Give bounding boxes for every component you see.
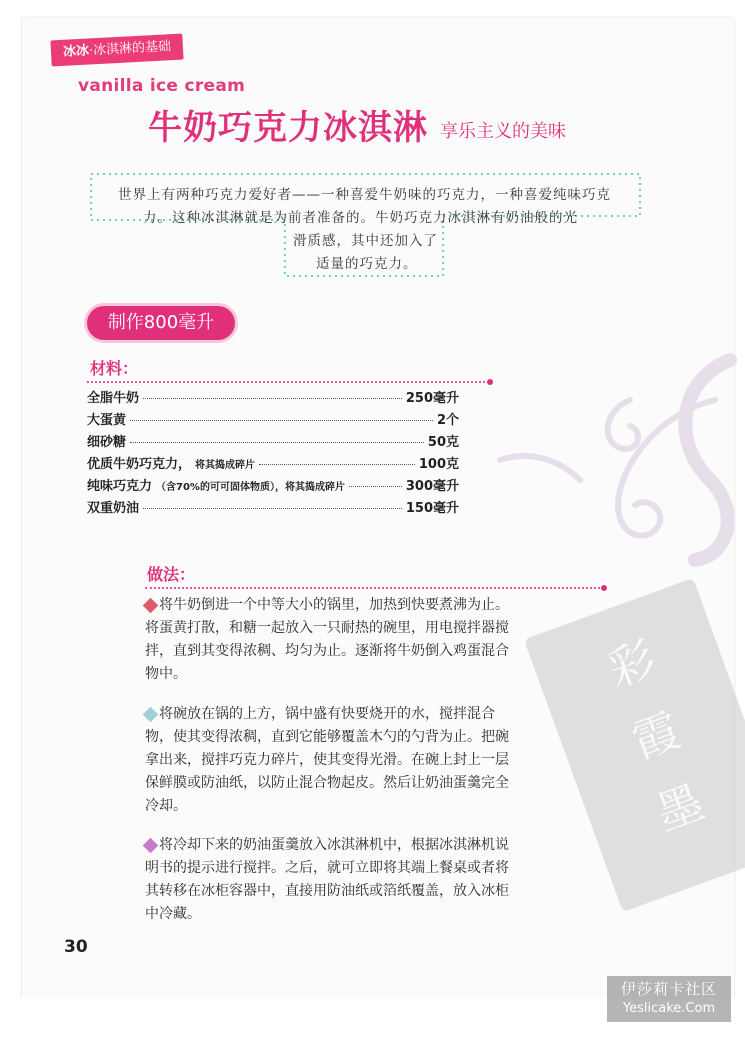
ingredient-qty: 150毫升 — [405, 501, 459, 516]
step-2-icon — [143, 706, 159, 722]
ingredient-row — [87, 409, 459, 429]
dot-leader — [143, 398, 402, 399]
dot-leader — [349, 486, 402, 487]
ingredient-row — [87, 453, 459, 473]
page-number: 30 — [64, 937, 88, 957]
dot-leader — [130, 442, 424, 443]
ingredients-rule — [87, 381, 485, 383]
ingredients-heading: 材料： — [90, 359, 139, 378]
ingredient-note: 将其捣成碎片 — [195, 460, 256, 471]
method-step-1 — [145, 594, 565, 686]
yield-label: 制作800毫升 — [87, 306, 235, 340]
site-name-en: Yeslicake.Com — [622, 1001, 716, 1016]
watermark-glyph: 墨 — [649, 774, 711, 842]
step-text: 保鲜膜或防油纸，以防止混合物起皮。然后让奶油蛋羹完全 — [145, 775, 509, 791]
intro-box — [88, 168, 648, 280]
step-text: 中冷藏。 — [145, 906, 201, 922]
ingredient-qty: 50克 — [427, 435, 459, 450]
site-name-cn: 伊莎莉卡社区 — [620, 980, 717, 998]
badge-bold-text: 冰冰 — [62, 43, 90, 60]
watermark-glyph: 彩 — [601, 630, 663, 698]
method-rule — [145, 587, 600, 589]
ingredient-name: 全脂牛奶 — [87, 391, 140, 406]
dot-leader — [143, 508, 402, 509]
step-1-icon — [143, 597, 159, 613]
step-text: 冷却。 — [145, 798, 187, 814]
step-text: 拿出来，搅拌巧克力碎片，使其变得光滑。在碗上封上一层 — [145, 752, 509, 768]
intro-line: 适量的巧克力。 — [316, 256, 418, 272]
swirl-decoration — [480, 340, 745, 570]
step-text: 物中。 — [145, 666, 187, 682]
ingredient-qty: 300毫升 — [405, 479, 459, 494]
step-text: 将冷却下来的奶油蛋羹放入冰淇淋机中，根据冰淇淋机说 — [159, 837, 509, 853]
ingredient-row — [87, 475, 459, 495]
dot-leader — [130, 420, 433, 421]
step-text: 拌，直到其变得浓稠、均匀为止。逐渐将牛奶倒入鸡蛋混合 — [145, 643, 509, 659]
badge-text: ·冰淇淋的基础 — [88, 39, 172, 59]
step-3-icon — [143, 837, 159, 853]
watermark-glyph: 霞 — [625, 702, 687, 770]
ingredient-name: 双重奶油 — [87, 501, 140, 516]
intro-line: 力。这种冰淇淋就是为前者准备的。牛奶巧克力冰淇淋有奶油般的光 — [143, 210, 578, 226]
ingredient-row — [87, 387, 459, 407]
intro-line: 世界上有两种巧克力爱好者——一种喜爱牛奶味的巧克力，一种喜爱纯味巧克 — [118, 187, 611, 203]
ingredient-row — [87, 497, 459, 517]
page-title: 牛奶巧克力冰淇淋 — [148, 108, 428, 148]
method-step-2 — [145, 703, 565, 818]
page-subtitle: 享乐主义的美味 — [440, 121, 566, 142]
ingredient-qty: 2个 — [436, 413, 459, 428]
rule-end-dot — [601, 585, 607, 591]
ingredient-row — [87, 431, 459, 451]
step-text: 其转移在冰柜容器中，直接用防油纸或箔纸覆盖，放入冰柜 — [145, 883, 509, 899]
ingredient-qty: 250毫升 — [405, 391, 459, 406]
ingredient-name: 优质牛奶巧克力， — [87, 457, 192, 472]
step-text: 将蛋黄打散，和糖一起放入一只耐热的碗里，用电搅拌器搅 — [145, 620, 509, 636]
ingredient-note: （含70%的可可固体物质），将其捣成碎片 — [156, 482, 345, 493]
ingredient-name: 大蛋黄 — [87, 413, 127, 428]
step-text: 物，使其变得浓稠，直到它能够覆盖木勺的勺背为止。把碗 — [145, 729, 509, 745]
method-step-3 — [145, 834, 565, 926]
step-text: 将牛奶倒进一个中等大小的锅里，加热到快要煮沸为止。 — [159, 597, 509, 613]
step-text: 将碗放在锅的上方，锅中盛有快要烧开的水，搅拌混合 — [159, 706, 495, 722]
method-heading: 做法： — [147, 565, 196, 584]
ingredient-name: 细砂糖 — [87, 435, 127, 450]
english-title: vanilla ice cream — [78, 76, 246, 96]
intro-line: 滑质感，其中还加入了 — [293, 233, 438, 249]
dot-leader — [259, 464, 415, 465]
rule-end-dot — [487, 379, 493, 385]
site-watermark — [607, 976, 731, 1022]
ingredient-name: 纯味巧克力 — [87, 479, 153, 494]
step-text: 明书的提示进行搅拌。之后，就可立即将其端上餐桌或者将 — [145, 860, 509, 876]
ingredient-qty: 100克 — [418, 457, 459, 472]
